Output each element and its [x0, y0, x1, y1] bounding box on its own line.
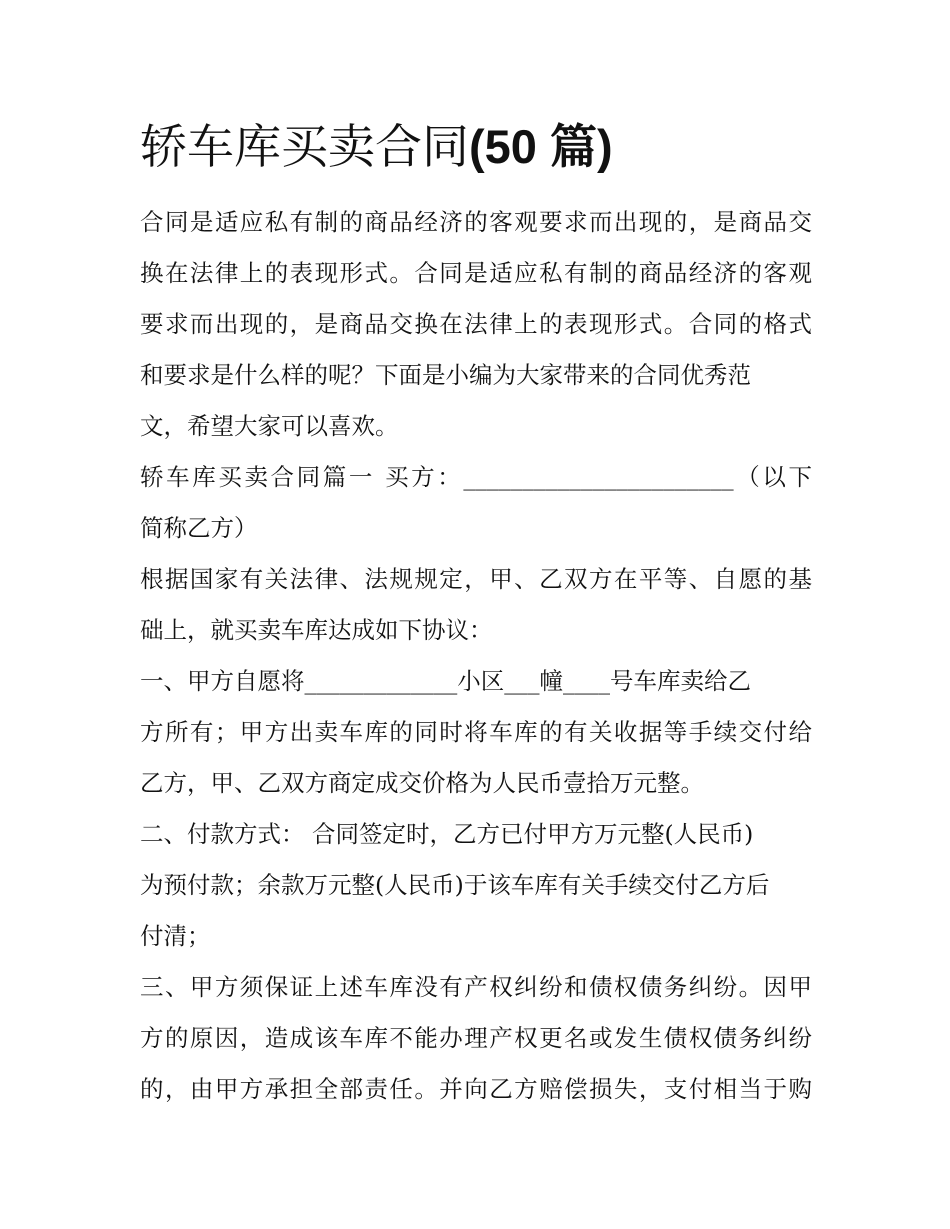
- text-line: 的，由甲方承担全部责任。并向乙方赔偿损失，支付相当于购: [140, 1075, 812, 1103]
- text-line: 为预付款；余款万元整(人民币)于该车库有关手续交付乙方后: [140, 871, 770, 899]
- text-line: 乙方，甲、乙双方商定成交价格为人民币壹拾万元整。: [140, 769, 704, 797]
- document-title: [140, 115, 613, 180]
- document-body: [140, 197, 812, 1115]
- text-line: 和要求是什么样的呢？下面是小编为大家带来的合同优秀范: [140, 361, 751, 389]
- text-line: 础上，就买卖车库达成如下协议：: [140, 616, 493, 644]
- text-line: 三、甲方须保证上述车库没有产权纠纷和债权债务纠纷。因甲: [140, 973, 812, 1001]
- title-main: 轿车库买卖合同: [140, 120, 469, 175]
- text-line: 方所有；甲方出卖车库的同时将车库的有关收据等手续交付给: [140, 718, 812, 746]
- text-line: 方的原因，造成该车库不能办理产权更名或发生债权债务纠纷: [140, 1024, 812, 1052]
- text-line: 文，希望大家可以喜欢。: [140, 412, 399, 440]
- text-line: 一、甲方自愿将_____________小区___幢____号车库卖给乙: [140, 667, 751, 695]
- text-line: 根据国家有关法律、法规规定，甲、乙双方在平等、自愿的基: [140, 565, 812, 593]
- title-suffix: (50 篇): [469, 120, 613, 173]
- text-line: 付清；: [140, 922, 211, 950]
- text-line: 二、付款方式： 合同签定时，乙方已付甲方万元整(人民币): [140, 820, 754, 848]
- text-line: 要求而出现的，是商品交换在法律上的表现形式。合同的格式: [140, 310, 812, 338]
- text-line: 简称乙方）: [140, 514, 258, 542]
- text-line: 换在法律上的表现形式。合同是适应私有制的商品经济的客观: [140, 259, 812, 287]
- text-line: 合同是适应私有制的商品经济的客观要求而出现的，是商品交: [140, 208, 812, 236]
- text-line: 轿车库买卖合同篇一 买方：_______________________（以下: [140, 463, 812, 491]
